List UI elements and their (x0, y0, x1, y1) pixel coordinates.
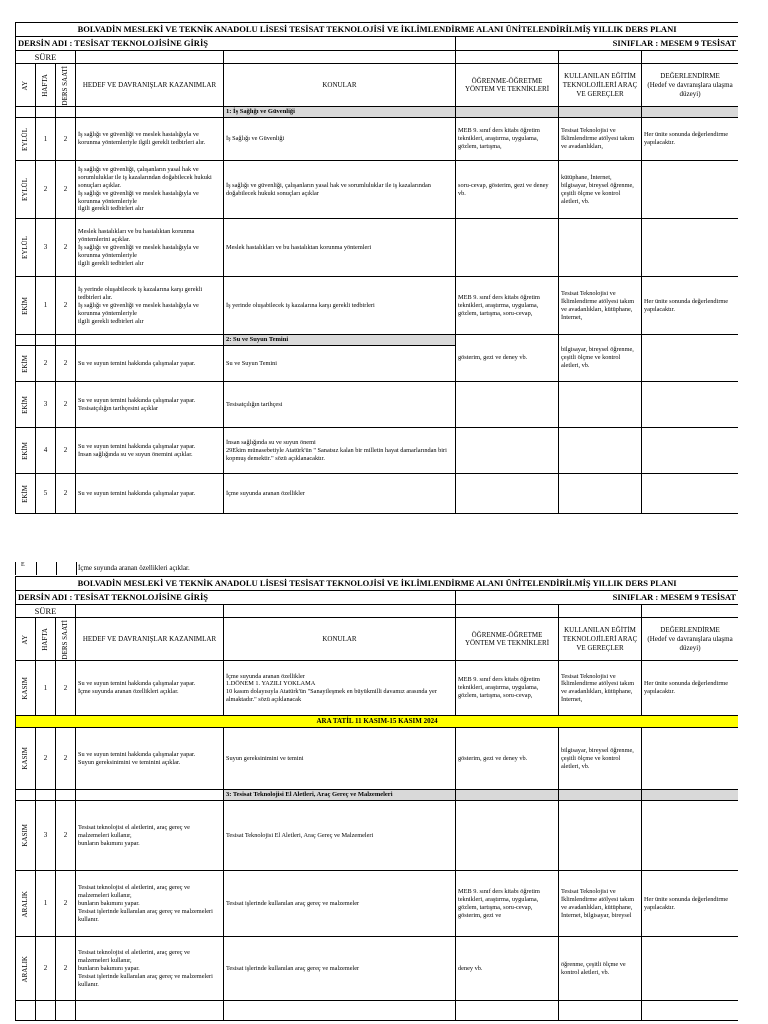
table-row: ARALIK 1 2 Tesisat teknolojisi el aletlerini, araç gereç ve malzemeleri kullanır, bunların bakımını yapar. Tesisat işlerinde kullanılan araç gereç ve malzemeleri kullanır. Tesisat işlerinde kullanılan araç gereç ve malzemeler MEB 9. sınıf ders kitabı öğretim teknikleri, araştırma, uygulama, gözlem, tartışma, soru-cevap, gösterim, gezi ve Tesisat Teknolojisi ve İklimlendirme atölyesi takım ve avadanlıkları, kütüphane, İnternet, bilgisayar, bireysel Her ünite sonunda değerlendirme yapılacaktır. (16, 871, 739, 937)
table-row: KASIM 3 2 Tesisat teknolojisi el aletlerini, araç gereç ve malzemeleri kullanır, bunların bakımını yapar. Tesisat Teknolojisi El Aletleri, Araç Gereç ve Malzemeleri (16, 801, 739, 871)
col-arac: KULLANILAN EĞİTİM TEKNOLOJİLERİ ARAÇ VE GEREÇLER (559, 618, 642, 661)
plan-table-2 (15, 576, 738, 1021)
unit-heading: 1: İş Sağlığı ve Güvenliği (224, 107, 456, 118)
document-title: BOLVADİN MESLEKİ VE TEKNİK ANADOLU LİSESİ TESİSAT TEKNOLOJİSİ VE İKLİMLENDİRME ALANI ÜNİTELENDİRİLMİŞ YILLIK DERS PLANI (16, 23, 739, 37)
table-row: EKİM 4 2 Su ve suyun temini hakkında çalışmalar yapar. İnsan sağlığında su ve suyun önemini açıklar. İnsan sağlığında su ve suyun önemi 29Ekim münasebetiyle Atatürk'ün " Sanatsız kalan bir milletin hayat damarlarından biri kopmuş demektir." sözü açıklanacaktır. (16, 428, 739, 474)
col-hafta: HAFTA (36, 618, 56, 661)
col-yontem: ÖĞRENME-ÖĞRETME YÖNTEM VE TEKNİKLERİ (456, 64, 559, 107)
col-hafta: HAFTA (36, 64, 56, 107)
col-arac: KULLANILAN EĞİTİM TEKNOLOJİLERİ ARAÇ VE GEREÇLER (559, 64, 642, 107)
plan-table-1: BOLVADİN MESLEKİ VE TEKNİK ANADOLU LİSESİ TESİSAT TEKNOLOJİSİ VE İKLİMLENDİRME ALANI ÜNİTELENDİRİLMİŞ YILLIK DERS PLANI DERSİN ADI : TESİSAT TEKNOLOJİSİNE GİRİŞ SINIFLAR : MESEM 9 TESİSAT SÜRE AY HAFTA DERS SAATİ HEDEF VE DAVRANIŞLAR KAZANIMLAR KONULAR ÖĞRENME-ÖĞRETME YÖNTEM VE TEKNİKLERİ KULLANILAN EĞİTİM TEKNOLOJİLERİ ARAÇ VE GEREÇLER DEĞERLENDİRME (Hedef ve davranışlara ulaşma düzeyi) 1: İş Sağlığı ve Güvenliği EYLÜL 1 2 İş sağlığı ve güvenliği ve meslek hastalığıyla ve korunma yöntemleriyle ilgili gerekli tedbirleri alır. İş Sağlığı ve Güvenliği MEB 9. sınıf ders kitabı öğretim teknikleri, araştırma, uygulama, gözlem, tartışma, Tesisat Teknolojisi ve İklimlendirme atölyesi takım ve avadanlıkları, Her ünite sonunda değerlendirme yapılacaktır. EYLÜL 2 2 İş sağlığı ve güvenliği, çalışanların yasal hak ve sorumluluklar ile iş kazalarından doğabilecek hukuki sonuçları açıklar. İş sağlığı ve güvenliği ve meslek hastalığıyla ve korunma yöntemleriyle ilgili gerekli tedbirleri alır İş sağlığı ve güvenliği, çalışanların yasal hak ve sorumluluklar ile iş kazalarından doğabilecek hukuki sonuçları açıklar soru-cevap, gösterim, gezi ve deney vb. kütüphane, İnternet, bilgisayar, bireysel öğrenme, çeşitli ölçme ve kontrol aletleri, vb. EYLÜL 3 2 Meslek hastalıkları ve bu hastalıktan korunma yöntemlerini açıklar. İş sağlığı ve güvenliği ve meslek hastalığıyla ve korunma yöntemleriyle ilgili gerekli tedbirleri alır Meslek hastalıkları ve bu hastalıktan korunma yöntemleri EKİM 1 2 İş yerinde oluşabilecek iş kazalarına karşı gerekli tedbirleri alır. İş sağlığı ve güvenliği ve meslek hastalığıyla ve korunma yöntemleriyle ilgili gerekli tedbirleri alır İş yerinde oluşabilecek iş kazalarına karşı gerekli tedbirleri MEB 9. sınıf ders kitabı öğretim teknikleri, araştırma, uygulama, gözlem, tartışma, soru-cevap, Tesisat Teknolojisi ve İklimlendirme atölyesi takım ve avadanlıkları, kütüphane, İnternet, Her ünite sonunda değerlendirme yapılacaktır. 2: Su ve Suyun Temini gösterim, gezi ve deney vb. bilgisayar, bireysel öğrenme, çeşitli ölçme ve kontrol aletleri, vb. EKİM 2 2 Su ve suyun temini hakkında çalışmalar yapar. Su ve Suyun Temini EKİM 3 2 Su ve suyun temini hakkında çalışmalar yapar. Tesisatçılığın tarihçesini açıklar Tesisatçılığın tarihçesi EKİM 4 2 Su ve suyun temini hakkında çalışmalar yapar. İnsan sağlığında su ve suyun önemini açıklar. İnsan sağlığında su ve suyun önemi 29Ekim münasebetiyle Atatürk'ün " Sanatsız kalan bir milletin hayat damarlarından biri kopmuş demektir." sözü açıklanacaktır. EKİM 5 2 Su ve suyun temini hakkında çalışmalar yapar. İçme suyunda aranan özellikler (15, 22, 738, 514)
plan-page-2 (15, 576, 738, 1024)
holiday-banner: ARA TATİL 11 KASIM-15 KASIM 2024 (16, 716, 739, 728)
col-yontem: ÖĞRENME-ÖĞRETME YÖNTEM VE TEKNİKLERİ (456, 618, 559, 661)
col-hedef: HEDEF VE DAVRANIŞLAR KAZANIMLAR (76, 618, 224, 661)
unit-heading: 3: Tesisat Teknolojisi El Aletleri, Araç Gereç ve Malzemeleri (224, 790, 456, 801)
sure-label: SÜRE (16, 50, 76, 64)
table-row: ARALIK 2 2 Tesisat teknolojisi el aletlerini, araç gereç ve malzemeleri kullanır, bunların bakımını yapar. Tesisat işlerinde kullanılan araç gereç ve malzemeleri kullanır. Tesisat işlerinde kullanılan araç gereç ve malzemeler deney vb. öğrenme, çeşitli ölçme ve kontrol aletleri, vb. (16, 937, 739, 1001)
col-konular: KONULAR (224, 618, 456, 661)
course-name: DERSİN ADI : TESİSAT TEKNOLOJİSİNE GİRİŞ (16, 591, 456, 605)
col-degerlendirme: DEĞERLENDİRME (Hedef ve davranışlara ulaşma düzeyi) (642, 618, 739, 661)
col-ay: AY (16, 64, 36, 107)
course-name: DERSİN ADI : TESİSAT TEKNOLOJİSİNE GİRİŞ (16, 37, 456, 51)
col-ders-saati: DERS SAATİ (56, 618, 76, 661)
table-row: KASIM 2 2 Su ve suyun temini hakkında çalışmalar yapar. Suyun gereksinimini ve teminini açıklar. Suyun gereksinimini ve temini gösterim, gezi ve deney vb. bilgisayar, bireysel öğrenme, çeşitli ölçme ve kontrol aletleri, vb. (16, 728, 739, 790)
table-row: EKİM 1 2 İş yerinde oluşabilecek iş kazalarına karşı gerekli tedbirleri alır. İş sağlığı ve güvenliği ve meslek hastalığıyla ve korunma yöntemleriyle ilgili gerekli tedbirleri alır İş yerinde oluşabilecek iş kazalarına karşı gerekli tedbirleri MEB 9. sınıf ders kitabı öğretim teknikleri, araştırma, uygulama, gözlem, tartışma, soru-cevap, Tesisat Teknolojisi ve İklimlendirme atölyesi takım ve avadanlıkları, kütüphane, İnternet, Her ünite sonunda değerlendirme yapılacaktır. (16, 277, 739, 335)
class-name: SINIFLAR : MESEM 9 TESİSAT (456, 591, 739, 605)
col-degerlendirme: DEĞERLENDİRME (Hedef ve davranışlara ulaşma düzeyi) (642, 64, 739, 107)
sure-label: SÜRE (16, 604, 76, 618)
class-name: SINIFLAR : MESEM 9 TESİSAT (456, 37, 739, 51)
plan-page-1 (15, 22, 738, 515)
table-row: EYLÜL 2 2 İş sağlığı ve güvenliği, çalışanların yasal hak ve sorumluluklar ile iş kazalarından doğabilecek hukuki sonuçları açıklar. İş sağlığı ve güvenliği ve meslek hastalığıyla ve korunma yöntemleriyle ilgili gerekli tedbirleri alır İş sağlığı ve güvenliği, çalışanların yasal hak ve sorumluluklar ile iş kazalarından doğabilecek hukuki sonuçları açıklar soru-cevap, gösterim, gezi ve deney vb. kütüphane, İnternet, bilgisayar, bireysel öğrenme, çeşitli ölçme ve kontrol aletleri, vb. (16, 161, 739, 219)
unit-heading: 2: Su ve Suyun Temini (224, 335, 456, 346)
table-row: EKİM 2 2 Su ve suyun temini hakkında çalışmalar yapar. Su ve Suyun Temini (16, 346, 739, 382)
document-title: BOLVADİN MESLEKİ VE TEKNİK ANADOLU LİSESİ TESİSAT TEKNOLOJİSİ VE İKLİMLENDİRME ALANI ÜNİTELENDİRİLMİŞ YILLIK DERS PLANI (16, 577, 739, 591)
col-konular: KONULAR (224, 64, 456, 107)
col-ders-saati: DERS SAATİ (56, 64, 76, 107)
table-row: EYLÜL 1 2 İş sağlığı ve güvenliği ve meslek hastalığıyla ve korunma yöntemleriyle ilgili gerekli tedbirleri alır. İş Sağlığı ve Güvenliği MEB 9. sınıf ders kitabı öğretim teknikleri, araştırma, uygulama, gözlem, tartışma, Tesisat Teknolojisi ve İklimlendirme atölyesi takım ve avadanlıkları, Her ünite sonunda değerlendirme yapılacaktır. (16, 118, 739, 161)
table-row: EKİM 3 2 Su ve suyun temini hakkında çalışmalar yapar. Tesisatçılığın tarihçesini açıklar Tesisatçılığın tarihçesi (16, 382, 739, 428)
col-hedef: HEDEF VE DAVRANIŞLAR KAZANIMLAR (76, 64, 224, 107)
table-row: EYLÜL 3 2 Meslek hastalıkları ve bu hastalıktan korunma yöntemlerini açıklar. İş sağlığı ve güvenliği ve meslek hastalığıyla ve korunma yöntemleriyle ilgili gerekli tedbirleri alır Meslek hastalıkları ve bu hastalıktan korunma yöntemleri (16, 219, 739, 277)
table-row: EKİM 5 2 Su ve suyun temini hakkında çalışmalar yapar. İçme suyunda aranan özellikler (16, 474, 739, 514)
table-row: KASIM 1 2 Su ve suyun temini hakkında çalışmalar yapar. İçme suyunda aranan özellikleri açıklar. İçme suyunda aranan özellikler 1.DÖNEM 1. YAZILI YOKLAMA 10 kasım dolayısıyla Atatürk'ün "Sanayileşmek en büyükmilli davamız arasında yer almaktadır." sözü açıklanacak MEB 9. sınıf ders kitabı öğretim teknikleri, araştırma, uygulama, gözlem, tartışma, soru-cevap, Tesisat Teknolojisi ve İklimlendirme atölyesi takım ve avadanlıkları, kütüphane, İnternet, Her ünite sonunda değerlendirme yapılacaktır. (16, 661, 739, 716)
col-ay: AY (16, 618, 36, 661)
carried-over-fragment: E İçme suyunda aranan özellikleri açıklar. (15, 562, 739, 575)
